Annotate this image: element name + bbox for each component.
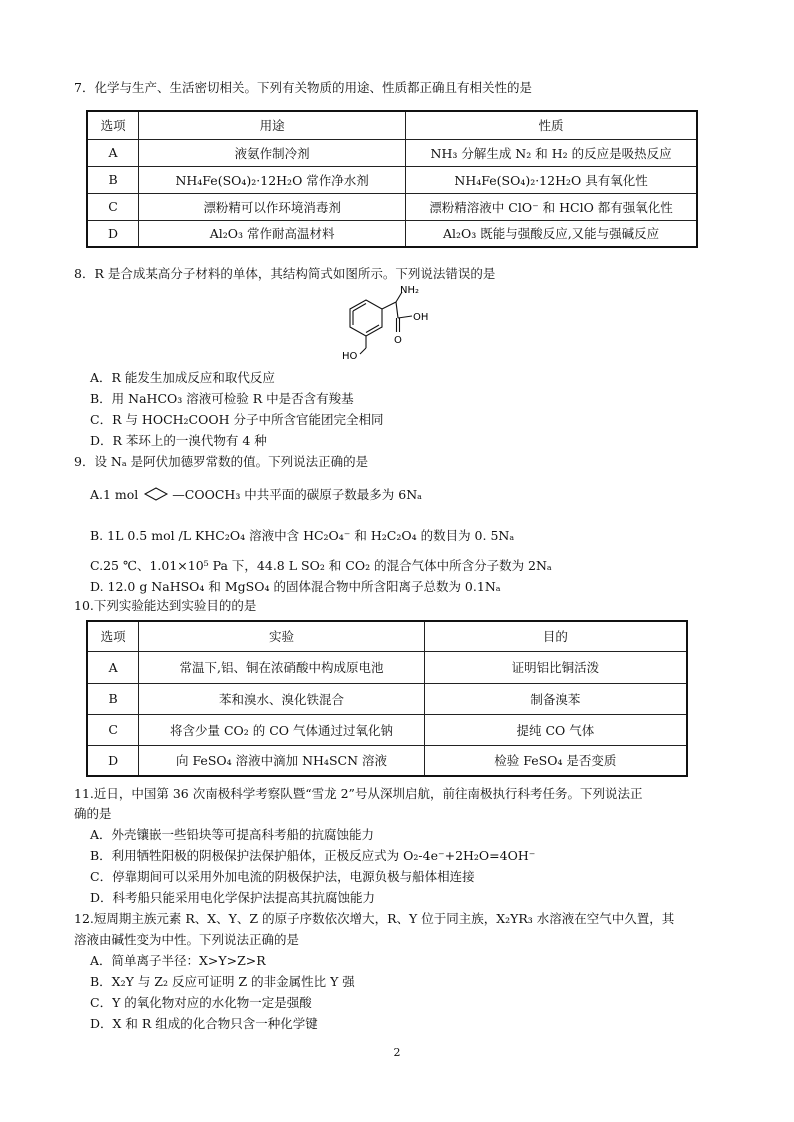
q8-option-d: D．R 苯环上的一溴代物有 4 种 — [90, 433, 267, 448]
table-cell: 将含少量 CO₂ 的 CO 气体通过过氧化钠 — [139, 714, 424, 745]
page-number: 2 — [393, 1046, 401, 1059]
q8-option-c: C．R 与 HOCH₂COOH 分子中所含官能团完全相同 — [90, 412, 384, 427]
table-cell: 常温下,铝、铜在浓硝酸中构成原电池 — [139, 651, 424, 683]
header-cell: 用途 — [139, 111, 406, 139]
table-row — [87, 166, 697, 193]
q8-option-b: B．用 NaHCO₃ 溶液可检验 R 中是否含有羧基 — [90, 391, 354, 406]
q12-option-c: C．Y 的氧化物对应的水化物一定是强酸 — [90, 995, 312, 1010]
header-cell: 选项 — [87, 111, 139, 139]
q12-stem-line2: 溶液由碱性变为中性。下列说法正确的是 — [74, 932, 300, 947]
cyclobutyl-ring-icon — [142, 486, 172, 502]
table-cell: Al₂O₃ 既能与强酸反应,又能与强碱反应 — [406, 220, 697, 247]
table-cell: D — [87, 745, 139, 776]
table-cell: D — [87, 220, 139, 247]
table-row — [87, 683, 687, 714]
table-cell: B — [87, 166, 139, 193]
table-cell: 向 FeSO₄ 溶液中滴加 NH₄SCN 溶液 — [139, 745, 424, 776]
q8-option-a: A．R 能发生加成反应和取代反应 — [90, 370, 275, 385]
q9-option-a — [90, 486, 422, 503]
table-cell: 证明铝比铜活泼 — [424, 651, 687, 683]
table-cell: 制备溴苯 — [424, 683, 687, 714]
table-row — [87, 139, 697, 166]
header-cell: 目的 — [424, 621, 687, 651]
table-cell: 液氨作制冷剂 — [139, 139, 406, 166]
ho-label: HO — [342, 351, 358, 362]
q11-stem-line1: 11.近日，中国第 36 次南极科学考察队暨“雪龙 2”号从深圳启航，前往南极执行科考任务。下列说法正 — [74, 786, 643, 801]
header-cell: 选项 — [87, 621, 139, 651]
q11-option-a: A．外壳镶嵌一些铅块等可提高科考船的抗腐蚀能力 — [90, 827, 375, 842]
table-cell: Al₂O₃ 常作耐高温材料 — [139, 220, 406, 247]
table-cell: A — [87, 139, 139, 166]
q11-option-b: B．利用牺牲阳极的阴极保护法保护船体，正极反应式为 O₂-4e⁻+2H₂O=4OH⁻ — [90, 848, 536, 863]
table-row — [87, 220, 697, 247]
q9-option-c: C.25 ℃、1.01×10⁵ Pa 下，44.8 L SO₂ 和 CO₂ 的混合气体中所含分子数为 2Nₐ — [90, 558, 552, 573]
q12-option-b: B．X₂Y 与 Z₂ 反应可证明 Z 的非金属性比 Y 强 — [90, 974, 355, 989]
table-cell: A — [87, 651, 139, 683]
table-cell: C — [87, 714, 139, 745]
table-cell: NH₃ 分解生成 N₂ 和 H₂ 的反应是吸热反应 — [406, 139, 697, 166]
table-row — [87, 745, 687, 776]
table-cell: 检验 FeSO₄ 是否变质 — [424, 745, 687, 776]
structural-formula — [340, 286, 460, 368]
table-cell: 漂粉精可以作环境消毒剂 — [139, 193, 406, 220]
table-cell: NH₄Fe(SO₄)₂·12H₂O 常作净水剂 — [139, 166, 406, 193]
table-row — [87, 714, 687, 745]
table-cell: C — [87, 193, 139, 220]
q10-table — [86, 620, 688, 777]
q7-table — [86, 110, 698, 248]
q9-option-d: D. 12.0 g NaHSO₄ 和 MgSO₄ 的固体混合物中所含阳离子总数为 0.1Nₐ — [90, 579, 501, 594]
table-cell: 漂粉精溶液中 ClO⁻ 和 HClO 都有强氧化性 — [406, 193, 697, 220]
q9-stem: 9．设 Nₐ 是阿伏加德罗常数的值。下列说法正确的是 — [74, 454, 369, 469]
table-cell: B — [87, 683, 139, 714]
q9-option-a-suffix: —COOCH₃ 中共平面的碳原子数最多为 6Nₐ — [172, 487, 422, 502]
table-cell: 苯和溴水、溴化铁混合 — [139, 683, 424, 714]
table-row — [87, 651, 687, 683]
q12-option-d: D．X 和 R 组成的化合物只含一种化学键 — [90, 1016, 318, 1031]
table-cell: NH₄Fe(SO₄)₂·12H₂O 具有氧化性 — [406, 166, 697, 193]
q8-stem: 8．R 是合成某高分子材料的单体，其结构简式如图所示。下列说法错误的是 — [74, 266, 496, 281]
table-row — [87, 193, 697, 220]
q11-option-d: D．科考船只能采用电化学保护法提高其抗腐蚀能力 — [90, 890, 376, 905]
q10-stem: 10.下列实验能达到实验目的的是 — [74, 598, 257, 613]
q10-table-header — [87, 621, 687, 651]
q12-option-a: A．简单离子半径：X>Y>Z>R — [90, 953, 266, 968]
nh2-label: NH₂ — [400, 286, 420, 296]
q7-stem: 7．化学与生产、生活密切相关。下列有关物质的用途、性质都正确且有相关性的是 — [74, 80, 532, 95]
q12-stem-line1: 12.短周期主族元素 R、X、Y、Z 的原子序数依次增大，R、Y 位于同主族，X₂YR₃ 水溶液在空气中久置，其 — [74, 911, 675, 926]
oh-label: OH — [413, 312, 429, 323]
o-label: O — [394, 335, 402, 346]
q9-option-a-prefix: A.1 mol — [90, 487, 139, 502]
table-cell: 提纯 CO 气体 — [424, 714, 687, 745]
q11-option-c: C．停靠期间可以采用外加电流的阴极保护法，电源负极与船体相连接 — [90, 869, 475, 884]
header-cell: 实验 — [139, 621, 424, 651]
q9-option-b: B. 1L 0.5 mol /L KHC₂O₄ 溶液中含 HC₂O₄⁻ 和 H₂C₂O₄ 的数目为 0. 5Nₐ — [90, 528, 515, 543]
q11-stem-line2: 确的是 — [74, 806, 112, 821]
header-cell: 性质 — [406, 111, 697, 139]
q7-table-header — [87, 111, 697, 139]
